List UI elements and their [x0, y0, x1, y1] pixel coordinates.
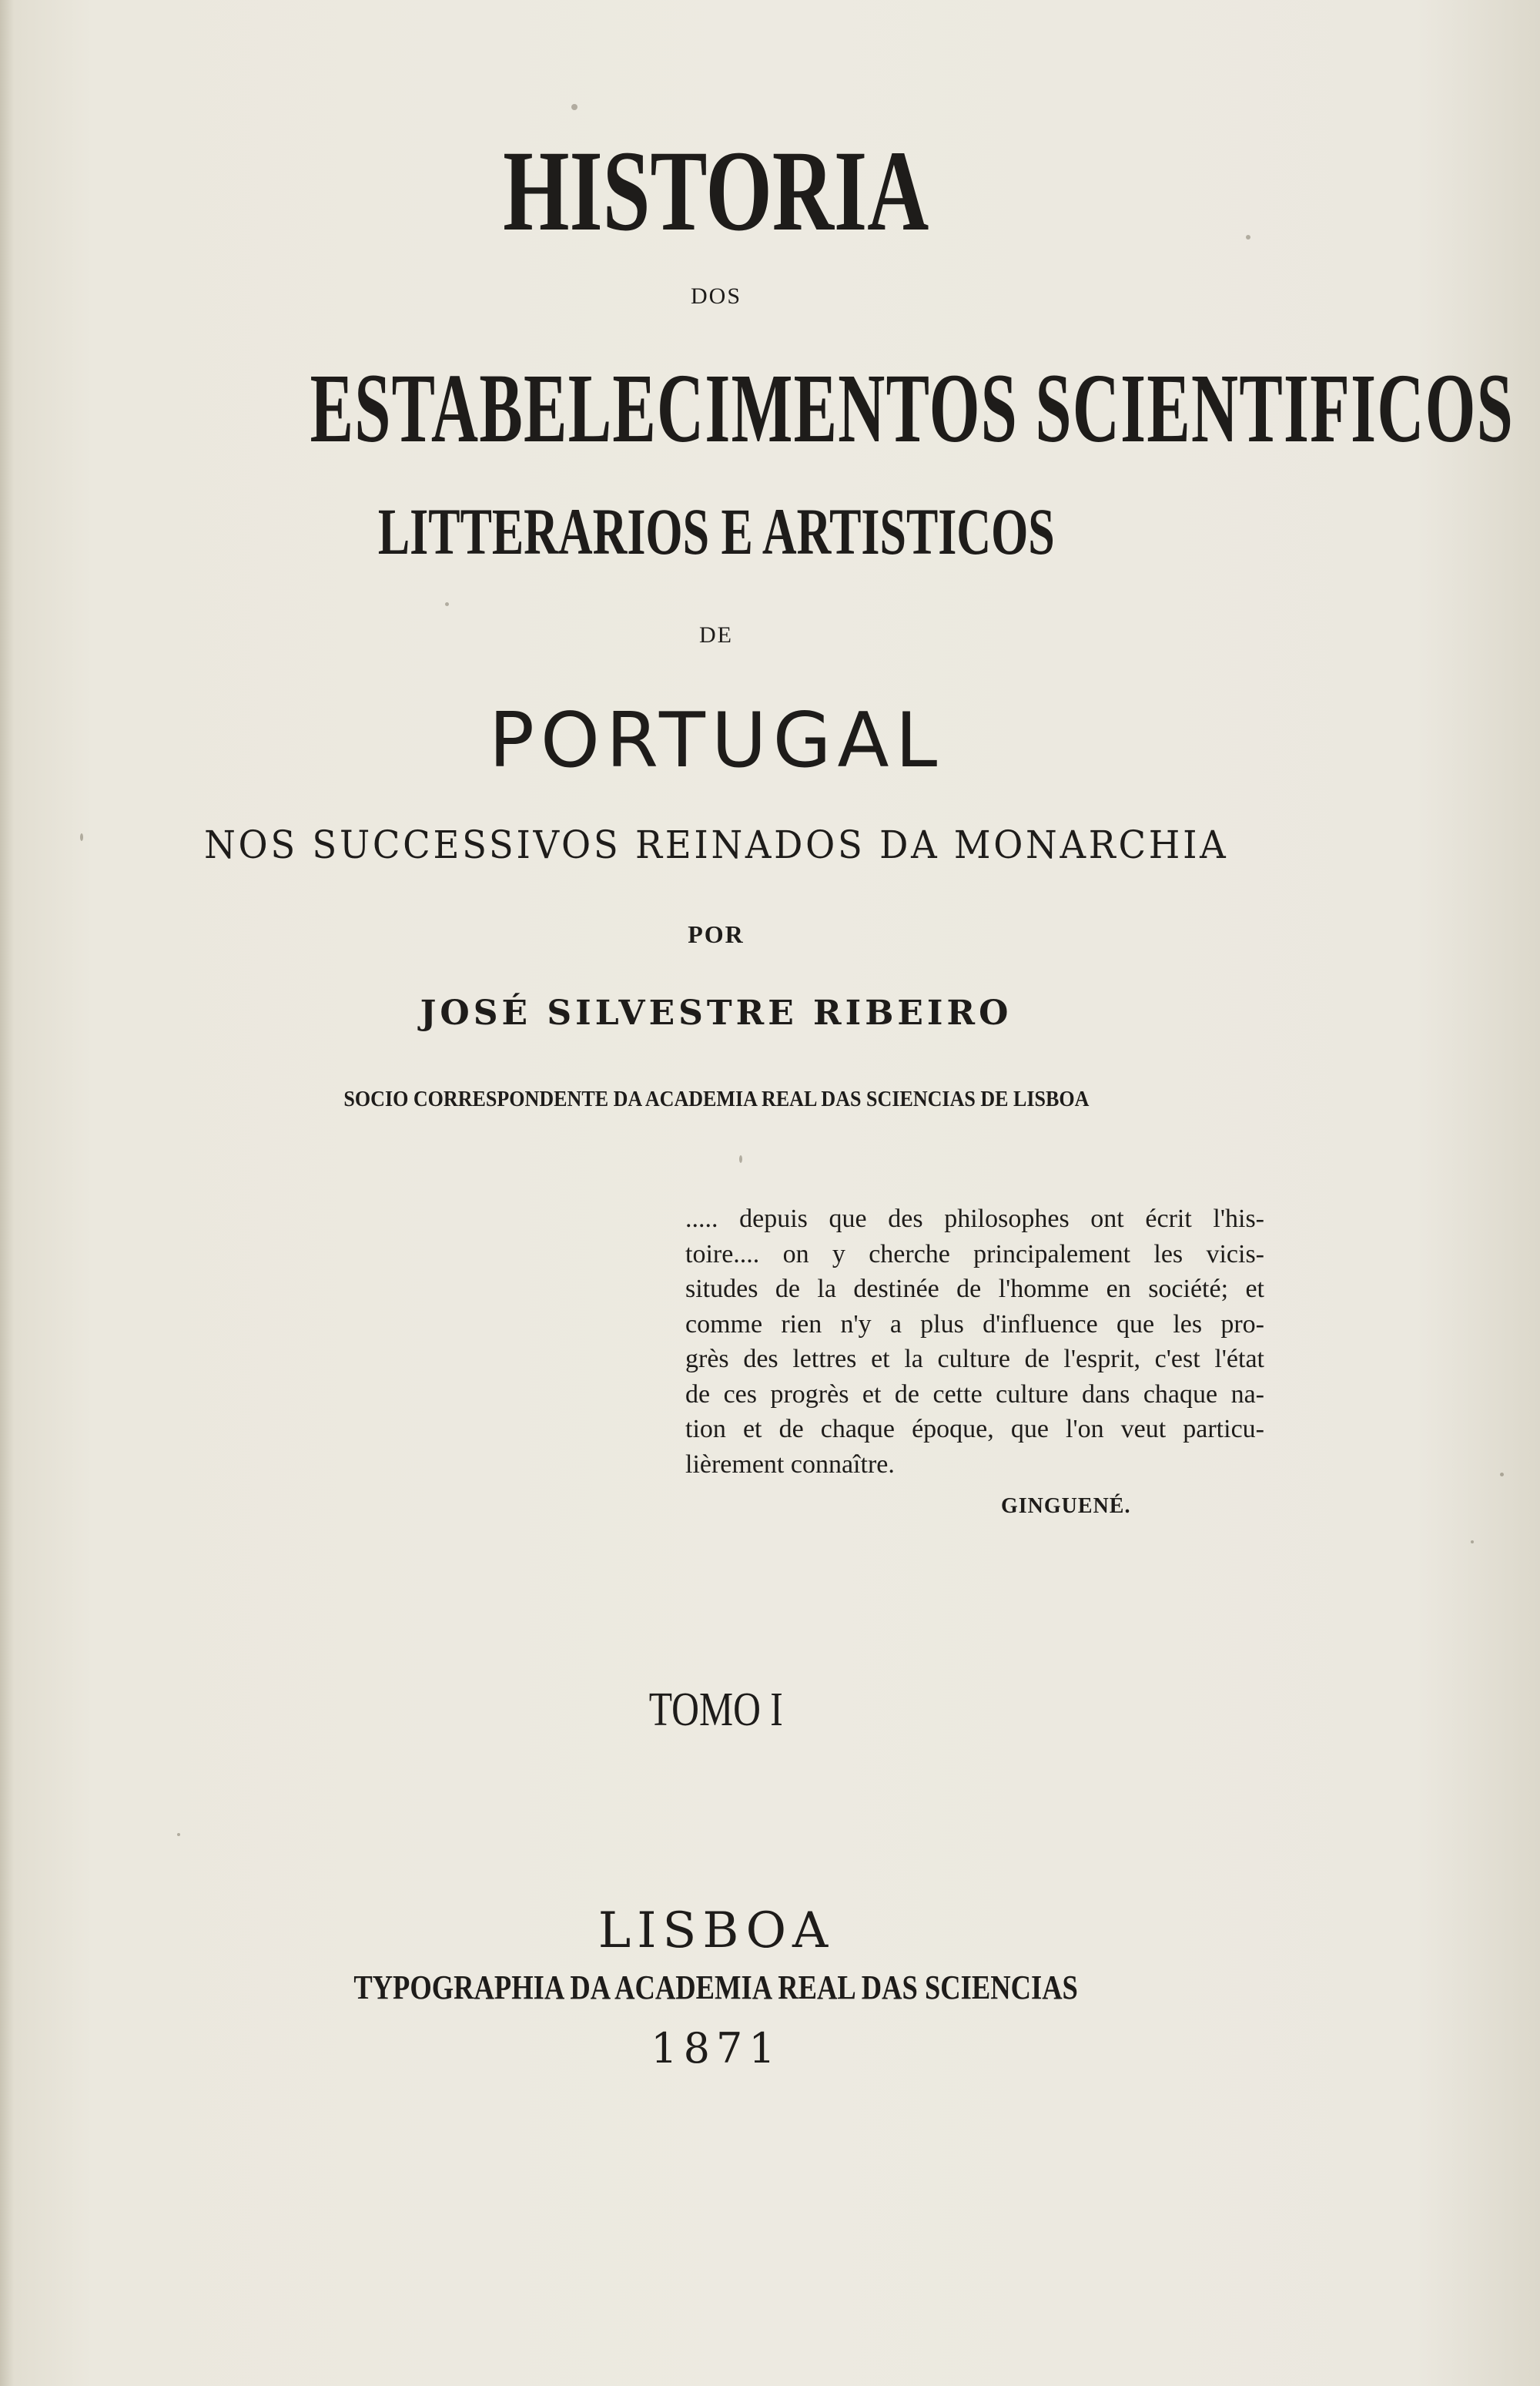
- imprint-city: LISBOA: [598, 1902, 835, 1959]
- epigraph-line: toire.... on y cherche principalement les vicis-: [685, 1239, 1264, 1268]
- epigraph-line: de ces progrès et de cette culture dans chaque na-: [685, 1379, 1264, 1409]
- country-heading: PORTUGAL: [488, 697, 944, 785]
- subtitle-line-1: ESTABELECIMENTOS SCIENTIFICOS: [310, 354, 1515, 463]
- paper-speck: [445, 602, 449, 606]
- author-name: JOSÉ SILVESTRE RIBEIRO: [420, 994, 1013, 1033]
- book-title: HISTORIA: [503, 127, 929, 255]
- epigraph-line: ..... depuis que des philosophes ont écrit l'his-: [685, 1205, 1264, 1233]
- connector-dos: DOS: [690, 283, 742, 309]
- paper-speck: [1471, 1540, 1474, 1543]
- subtitle-line-2: LITTERARIOS E ARTISTICOS: [377, 494, 1055, 568]
- volume-label: TOMO I: [648, 1684, 784, 1736]
- epigraph-attribution: GINGUENÉ.: [1001, 1494, 1131, 1518]
- paper-speck: [571, 104, 578, 110]
- imprint-printer: TYPOGRAPHIA DA ACADEMIA REAL DAS SCIENCIAS: [353, 1969, 1079, 2006]
- author-credential: SOCIO CORRESPONDENTE DA ACADEMIA REAL DAS SCIENCIAS DE LISBOA: [343, 1087, 1090, 1111]
- epigraph-line: tion et de chaque époque, que l'on veut particu-: [685, 1415, 1264, 1443]
- epigraph-line: lièrement connaître.: [685, 1449, 895, 1479]
- paper-speck: [177, 1833, 180, 1836]
- imprint-year: 1871: [651, 2024, 782, 2073]
- paper-speck: [1246, 235, 1250, 240]
- subtitle-line-3: NOS SUCCESSIVOS REINADOS DA MONARCHIA: [203, 823, 1229, 867]
- paper-speck: [739, 1155, 742, 1163]
- epigraph: [685, 1201, 1264, 1482]
- epigraph-line: grès des lettres et la culture de l'esprit, c'est l'état: [685, 1345, 1264, 1373]
- connector-de: DE: [699, 622, 733, 648]
- epigraph-line: situdes de la destinée de l'homme en société; et: [685, 1275, 1264, 1303]
- paper-speck: [1500, 1473, 1504, 1476]
- paper-speck: [80, 833, 83, 841]
- epigraph-line: comme rien n'y a plus d'influence que les pro-: [685, 1309, 1264, 1339]
- connector-por: POR: [688, 920, 745, 948]
